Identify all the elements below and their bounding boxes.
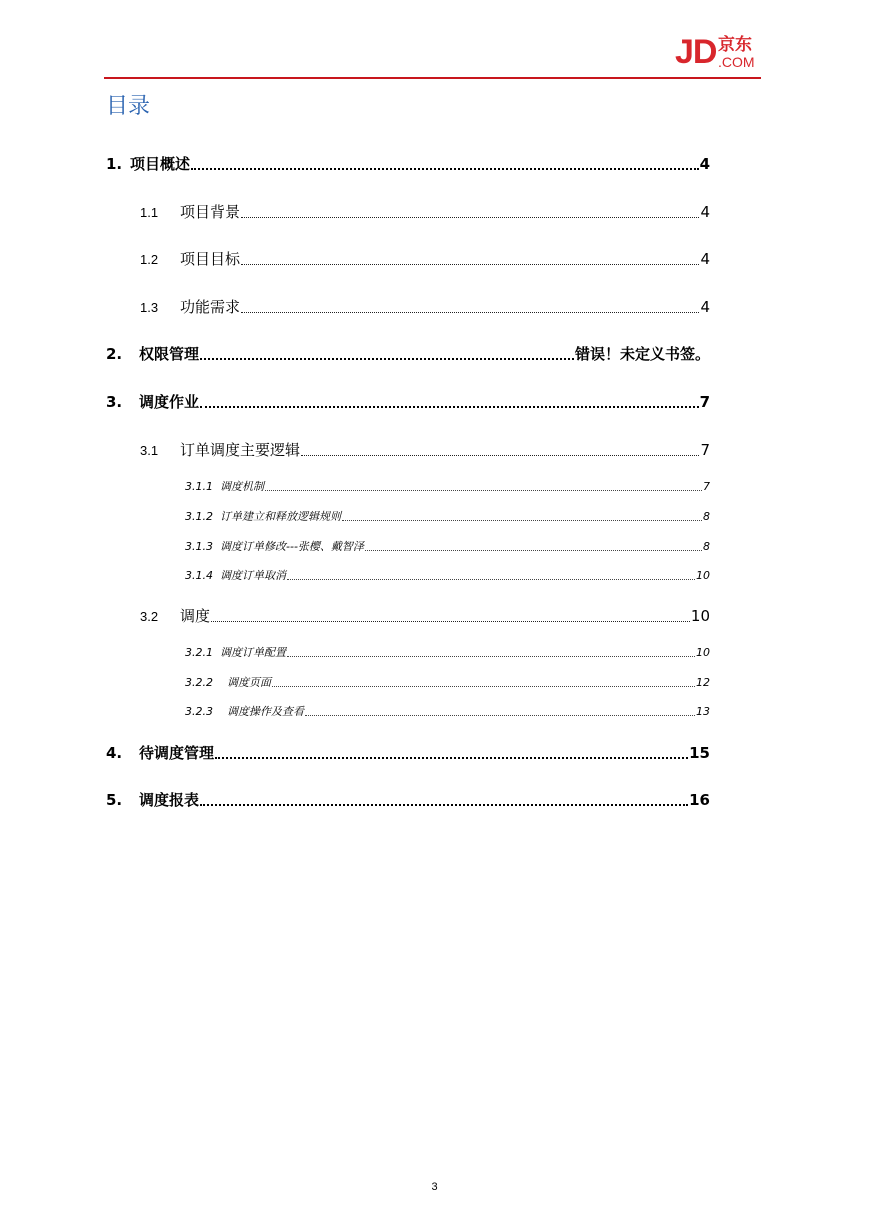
toc-title-text: 调度 <box>180 607 211 625</box>
toc-number: 1.2 <box>140 252 159 267</box>
toc-number: 1. <box>106 155 123 173</box>
toc-number: 3.1.1 <box>185 480 213 493</box>
toc-number: 3. <box>106 393 123 411</box>
toc-page: 8 <box>703 540 710 553</box>
toc-entry-2[interactable] <box>106 343 710 364</box>
dot-leader <box>365 550 702 551</box>
toc-page: 13 <box>696 705 710 718</box>
toc-page: 15 <box>689 744 710 762</box>
dot-leader <box>241 264 699 265</box>
toc-title-text: 订单建立和释放逻辑规则 <box>220 510 341 523</box>
toc-number: 3.1.3 <box>185 540 213 553</box>
toc-title-text: 功能需求 <box>180 298 241 316</box>
toc-page: 10 <box>696 646 710 659</box>
toc-page-error: 错误！未定义书签。 <box>574 345 710 363</box>
toc-entry-3-1-3[interactable] <box>185 538 710 554</box>
toc-title-text: 调度页面 <box>227 676 271 689</box>
toc-title-text: 调度报表 <box>139 791 200 809</box>
toc-number: 3.2.2 <box>185 676 213 689</box>
header-rule <box>104 77 761 79</box>
toc-number: 3.1.2 <box>185 510 213 523</box>
toc-entry-3-1[interactable] <box>140 439 710 460</box>
dot-leader <box>287 579 695 580</box>
toc-title-text: 调度作业 <box>139 393 200 411</box>
toc-title-text: 调度机制 <box>220 480 264 493</box>
toc-number: 2. <box>106 345 123 363</box>
toc-entry-3-2-1[interactable] <box>185 644 710 660</box>
dot-leader <box>215 757 688 759</box>
toc-entry-3[interactable] <box>106 391 710 412</box>
logo-jd-text: JD <box>675 33 717 71</box>
toc-number: 3.1 <box>140 443 159 458</box>
dot-leader <box>241 312 699 313</box>
toc-entry-3-1-2[interactable] <box>185 508 710 524</box>
toc-number: 3.2.3 <box>185 705 213 718</box>
toc-entry-3-1-4[interactable] <box>185 567 710 583</box>
toc-entry-1-1[interactable] <box>140 201 710 222</box>
dot-leader <box>191 168 699 170</box>
toc-entry-3-2-3[interactable] <box>185 703 710 719</box>
footer-page-number: 3 <box>431 1181 438 1193</box>
toc-page: 4 <box>700 298 710 316</box>
toc-entry-3-2[interactable] <box>140 605 710 626</box>
dot-leader <box>241 217 699 218</box>
dot-leader <box>200 406 699 408</box>
toc-page: 16 <box>689 791 710 809</box>
toc-title-text: 调度订单取消 <box>220 569 286 582</box>
dot-leader <box>265 490 702 491</box>
toc-title-text: 权限管理 <box>139 345 200 363</box>
toc-title-text: 项目目标 <box>180 250 241 268</box>
dot-leader <box>287 656 695 657</box>
toc-number: 3.2.1 <box>185 646 213 659</box>
toc-title-text: 调度订单修改---张樱、戴智泽 <box>220 540 364 553</box>
toc-title-text: 订单调度主要逻辑 <box>180 441 301 459</box>
toc-entry-1-3[interactable] <box>140 296 710 317</box>
toc-number: 1.3 <box>140 300 159 315</box>
dot-leader <box>342 520 702 521</box>
toc-page: 10 <box>696 569 710 582</box>
toc-title-text: 项目背景 <box>180 203 241 221</box>
toc-page: 10 <box>690 607 710 625</box>
toc-page: 7 <box>700 441 710 459</box>
toc-entry-1-2[interactable] <box>140 248 710 269</box>
toc-page: 8 <box>703 510 710 523</box>
toc-number: 4. <box>106 744 123 762</box>
toc-page: 7 <box>703 480 710 493</box>
toc-entry-3-2-2[interactable] <box>185 674 710 690</box>
dot-leader <box>211 621 690 622</box>
toc-page: 12 <box>696 676 710 689</box>
toc-page: 4 <box>700 203 710 221</box>
toc-number: 5. <box>106 791 123 809</box>
dot-leader <box>200 804 688 806</box>
dot-leader <box>301 455 699 456</box>
toc-title-text: 调度订单配置 <box>220 646 286 659</box>
toc-title-text: 调度操作及查看 <box>227 705 304 718</box>
toc-entry-3-1-1[interactable] <box>185 478 710 494</box>
jd-logo <box>675 34 765 74</box>
toc-title-text: 项目概述 <box>130 155 191 173</box>
toc-number: 3.2 <box>140 609 159 624</box>
toc-entry-5[interactable] <box>106 789 710 810</box>
toc-entry-1[interactable] <box>106 153 710 174</box>
toc-title-text: 待调度管理 <box>139 744 215 762</box>
dot-leader <box>200 358 574 360</box>
toc-entry-4[interactable] <box>106 742 710 763</box>
toc-page: 4 <box>699 155 710 173</box>
toc-page: 7 <box>699 393 710 411</box>
logo-com-text: .COM <box>718 54 755 70</box>
toc-number: 1.1 <box>140 205 159 220</box>
logo-chinese-text: 京东 <box>718 35 752 55</box>
toc-title: 目录 <box>106 94 151 119</box>
toc-page: 4 <box>700 250 710 268</box>
dot-leader <box>272 686 695 687</box>
toc-number: 3.1.4 <box>185 569 213 582</box>
dot-leader <box>305 715 695 716</box>
